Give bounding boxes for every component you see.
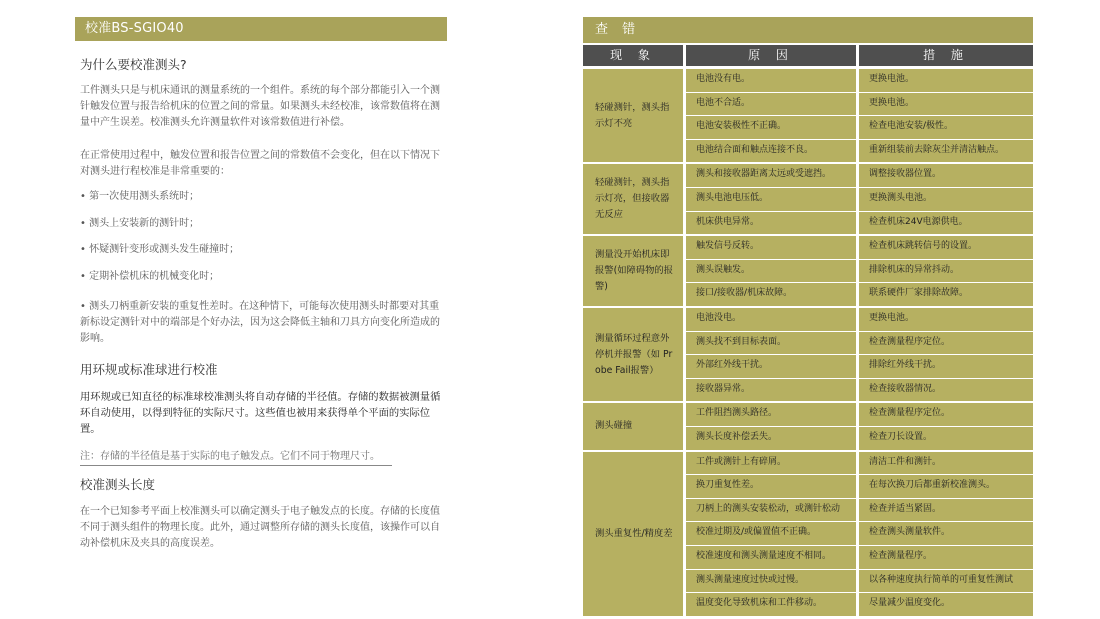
action-cell: 在每次换刀后都重新校准测头。 xyxy=(859,475,1033,498)
symptom-text: 轻碰测针，测头指示灯不亮 xyxy=(595,101,670,129)
note-underline xyxy=(80,465,392,466)
column-header-action: 措 施 xyxy=(859,45,1033,66)
symptom-text: 测量循环过程意外停机并报警（如 Pr obe Fail报警） xyxy=(595,332,673,376)
heading-probe-length: 校准测头长度 xyxy=(80,477,156,492)
action-cell: 更换电池。 xyxy=(859,93,1033,116)
symptom-cell xyxy=(583,164,683,234)
cause-cell: 换刀重复性差。 xyxy=(686,475,856,498)
action-cell: 更换电池。 xyxy=(859,308,1033,331)
bullet-item: • 测头刀柄重新安装的重复性差时。在这种情下，可能每次使用测头时都要对其重新标设定测针对中的端部是个好办法，因为这会降低主轴和刀具方向变化所造成的影响。 xyxy=(80,301,440,344)
cause-cell: 电池没有电。 xyxy=(686,69,856,92)
symptom-text: 测头碰撞 xyxy=(595,420,633,432)
action-cell: 检查刀长设置。 xyxy=(859,427,1033,450)
action-cell: 联系硬件厂家排除故障。 xyxy=(859,283,1033,306)
symptom-cell xyxy=(583,69,683,162)
cause-cell: 校准速度和测头测量速度不相同。 xyxy=(686,546,856,569)
cause-cell: 测头和接收器距离太远或受遮挡。 xyxy=(686,164,856,187)
cause-cell: 校准过期及/或偏置值不正确。 xyxy=(686,522,856,545)
symptom-text: 测头重复性/精度差 xyxy=(595,527,673,539)
left-header-bar: 校准BS-SGIO40 xyxy=(75,17,447,41)
column-header-cause: 原 因 xyxy=(686,45,856,66)
heading-why-calibrate: 为什么要校准测头? xyxy=(80,57,187,72)
cause-cell: 测头电池电压低。 xyxy=(686,188,856,211)
cause-cell: 工件阻挡测头路径。 xyxy=(686,403,856,426)
troubleshooting-page xyxy=(583,17,1033,612)
symptom-cell xyxy=(583,308,683,401)
action-cell: 调整接收器位置。 xyxy=(859,164,1033,187)
action-cell: 清洁工件和测针。 xyxy=(859,452,1033,475)
action-cell: 尽量减少温度变化。 xyxy=(859,593,1033,616)
bullet-item: • 第一次使用测头系统时； xyxy=(80,191,200,202)
action-cell: 检查机床24V电源供电。 xyxy=(859,212,1033,235)
cause-cell: 测头长度补偿丢失。 xyxy=(686,427,856,450)
action-cell: 检查并适当紧固。 xyxy=(859,499,1033,522)
cause-cell: 接口/接收器/机床故障。 xyxy=(686,283,856,306)
cause-cell: 机床供电异常。 xyxy=(686,212,856,235)
action-cell: 检查测头测量软件。 xyxy=(859,522,1033,545)
action-cell: 以各种速度执行简单的可重复性测试 xyxy=(859,570,1033,593)
action-cell: 检查测量程序定位。 xyxy=(859,403,1033,426)
troubleshooting-title: 查 错 xyxy=(583,17,1033,43)
cause-cell: 测头找不到目标表面。 xyxy=(686,332,856,355)
action-cell: 排除机床的异常抖动。 xyxy=(859,260,1033,283)
symptom-cell xyxy=(583,236,683,306)
action-cell: 检查接收器情况。 xyxy=(859,379,1033,402)
action-cell: 更换测头电池。 xyxy=(859,188,1033,211)
cause-cell: 电池安装极性不正确。 xyxy=(686,116,856,139)
cause-cell: 温度变化导致机床和工件移动。 xyxy=(686,593,856,616)
cause-cell: 刀柄上的测头安装松动，或测针松动 xyxy=(686,499,856,522)
bullet-item: • 定期补偿机床的机械变化时； xyxy=(80,271,220,282)
left-page xyxy=(75,17,447,549)
symptom-cell xyxy=(583,452,683,616)
symptom-cell xyxy=(583,403,683,449)
cause-cell: 外部红外线干扰。 xyxy=(686,355,856,378)
symptom-text: 轻碰测针，测头指示灯亮，但接收器无反应 xyxy=(595,177,670,221)
cause-cell: 接收器异常。 xyxy=(686,379,856,402)
action-cell: 检查机床跳转信号的设置。 xyxy=(859,236,1033,259)
action-cell: 检查测量程序定位。 xyxy=(859,332,1033,355)
action-cell: 更换电池。 xyxy=(859,69,1033,92)
cause-cell: 电池不合适。 xyxy=(686,93,856,116)
note-text: 注：存储的半径值是基于实际的电子触发点。它们不同于物理尺寸。 xyxy=(80,451,380,462)
bullet-item: • 测头上安装新的测针时； xyxy=(80,218,200,229)
action-cell: 检查电池安装/极性。 xyxy=(859,116,1033,139)
paragraph-intro: 工件测头只是与机床通讯的测量系统的一个组件。系统的每个部分都能引入一个测针触发位置与报告给机床的位置之间的常量。如果测头未经校准，该常数值将在测量中产生误差。校准测头允许测量软件对该常数值进行补偿。 xyxy=(80,85,440,128)
cause-cell: 测头误触发。 xyxy=(686,260,856,283)
paragraph-ring-gauge: 用环规或已知直径的标准球校准测头将自动存储的半径值。存储的数据被测量循环自动使用，以得到特征的实际尺寸。这些值也被用来获得单个平面的实际位置。 xyxy=(80,391,441,435)
action-cell: 检查测量程序。 xyxy=(859,546,1033,569)
cause-cell: 电池没电。 xyxy=(686,308,856,331)
cause-cell: 触发信号反转。 xyxy=(686,236,856,259)
heading-ring-gauge: 用环规或标准球进行校准 xyxy=(80,362,218,377)
paragraph-normal-use: 在正常使用过程中，触发位置和报告位置之间的常数值不会变化，但在以下情况下对测头进行程校准是非常重要的： xyxy=(80,150,440,177)
symptom-text: 测量没开始机床即报警(如障碍物的报警) xyxy=(595,249,674,293)
action-cell: 重新组装前去除灰尘并清洁触点。 xyxy=(859,140,1033,163)
cause-cell: 工件或测针上有碎屑。 xyxy=(686,452,856,475)
paragraph-probe-length: 在一个已知参考平面上校准测头可以确定测头于电子触发点的长度。存储的长度值不同于测头组件的物理长度。此外，通过调整所存储的测头长度值，该操作可以自动补偿机床及夹具的高度误差。 xyxy=(80,506,440,549)
cause-cell: 测头测量速度过快或过慢。 xyxy=(686,570,856,593)
bullet-item: • 怀疑测针变形或测头发生碰撞时； xyxy=(80,244,240,255)
cause-cell: 电池结合面和触点连接不良。 xyxy=(686,140,856,163)
action-cell: 排除红外线干扰。 xyxy=(859,355,1033,378)
column-header-symptom: 现 象 xyxy=(583,45,683,66)
